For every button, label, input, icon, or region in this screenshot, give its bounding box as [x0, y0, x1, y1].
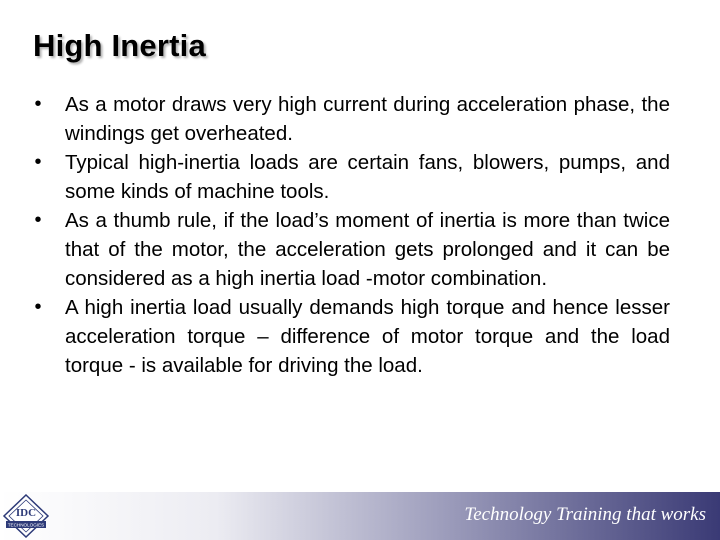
bullet-dot-icon: • — [34, 93, 42, 115]
bullet-item — [30, 90, 670, 148]
bullet-dot-icon: • — [34, 209, 42, 231]
bullet-item — [30, 148, 670, 206]
bullet-item — [30, 206, 670, 293]
bullet-text: A high inertia load usually demands high torque and hence lesser acceleration torque – difference of motor torque and the load torque - is available for driving the load. — [65, 296, 670, 377]
bullet-dot-icon: • — [34, 296, 42, 318]
bullet-text: As a motor draws very high current during acceleration phase, the windings get overheated. — [65, 93, 670, 145]
bullet-text: As a thumb rule, if the load’s moment of inertia is more than twice that of the motor, the acceleration gets prolonged and it can be considered as a high inertia load -motor combination. — [65, 209, 670, 290]
bullet-dot-icon: • — [34, 151, 42, 173]
footer-tagline: Technology Training that works — [464, 504, 706, 525]
idc-logo-icon — [2, 494, 50, 538]
bullet-text: Typical high-inertia loads are certain fans, blowers, pumps, and some kinds of machine tools. — [65, 151, 670, 203]
bullet-list — [30, 90, 670, 380]
bullet-item — [30, 293, 670, 380]
logo-text-bottom: TECHNOLOGIES — [7, 522, 45, 528]
footer-bar — [0, 492, 720, 540]
logo-text-top: IDC — [15, 507, 37, 519]
slide-title: High Inertia — [33, 28, 206, 63]
